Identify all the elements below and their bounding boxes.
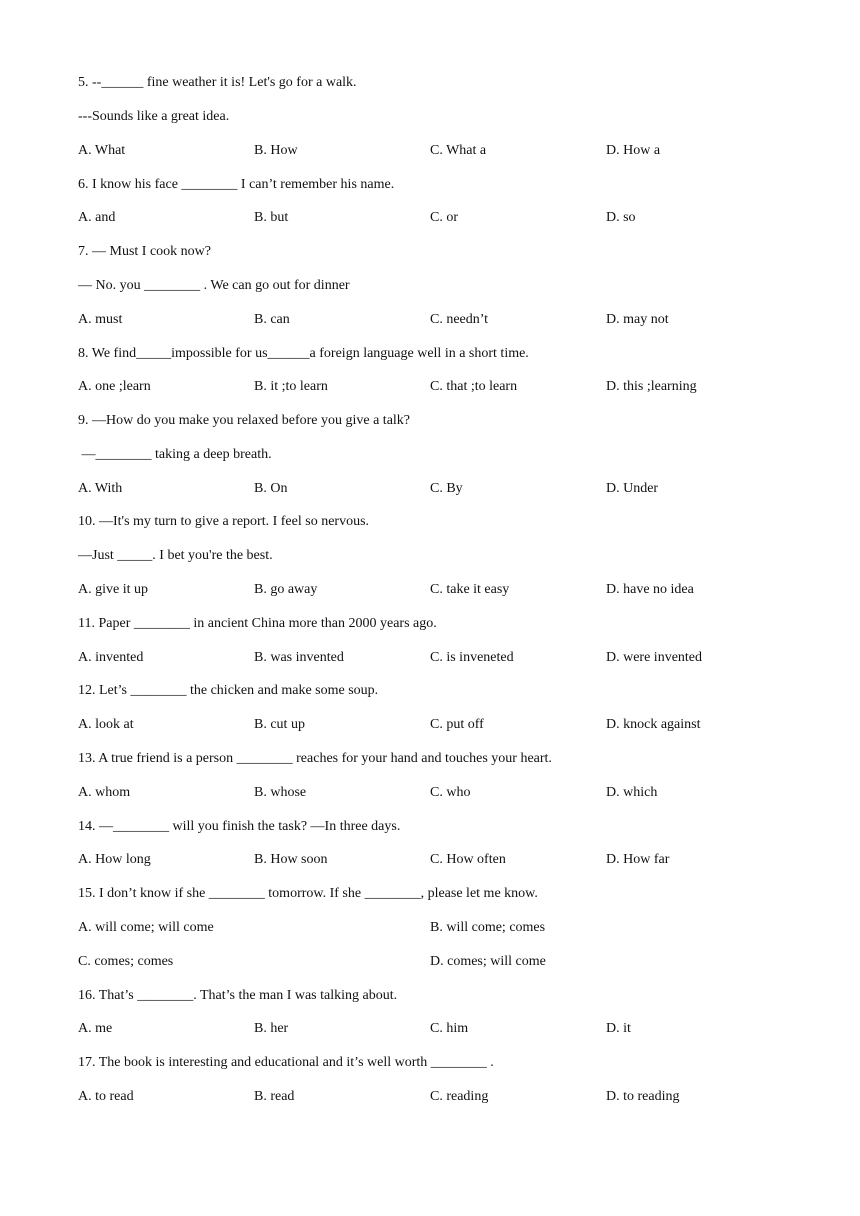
option-d: D. which <box>606 785 658 800</box>
option-c: C. How often <box>430 852 506 867</box>
option-c: C. him <box>430 1021 469 1036</box>
option-b: B. was invented <box>254 650 344 665</box>
option-a: A. must <box>78 312 123 327</box>
question-5-line-1: 5. --______ fine weather it is! Let's go for a walk. <box>78 75 357 90</box>
option-d: D. it <box>606 1021 631 1036</box>
option-b: B. her <box>254 1021 289 1036</box>
option-d: D. comes; will come <box>430 954 546 969</box>
option-a: A. invented <box>78 650 144 665</box>
question-10-options <box>78 580 778 600</box>
option-b: B. will come; comes <box>430 920 546 935</box>
question-12-options <box>78 715 778 735</box>
option-b: B. it ;to learn <box>254 379 328 394</box>
question-16-options <box>78 1019 778 1039</box>
option-a: A. one ;learn <box>78 379 151 394</box>
option-c: C. who <box>430 785 471 800</box>
question-13-options <box>78 783 778 803</box>
option-c: C. reading <box>430 1089 489 1104</box>
question-12-line-1: 12. Let’s ________ the chicken and make some soup. <box>78 683 379 698</box>
option-c: C. What a <box>430 143 487 158</box>
option-a: A. and <box>78 210 116 225</box>
option-d: D. so <box>606 210 636 225</box>
option-d: D. have no idea <box>606 582 694 597</box>
question-9-line-2: —________ taking a deep breath. <box>78 447 272 462</box>
question-17-line-1: 17. The book is interesting and educational and it’s well worth ________ . <box>78 1055 494 1070</box>
question-8-line-1: 8. We find_____impossible for us______a foreign language well in a short time. <box>78 346 529 361</box>
option-a: A. With <box>78 481 123 496</box>
option-b: B. but <box>254 210 289 225</box>
question-10-line-1: 10. —It's my turn to give a report. I feel so nervous. <box>78 514 370 529</box>
question-13-line-1: 13. A true friend is a person ________ reaches for your hand and touches your heart. <box>78 751 552 766</box>
question-16-line-1: 16. That’s ________. That’s the man I was talking about. <box>78 988 398 1003</box>
option-b: B. go away <box>254 582 318 597</box>
option-c: C. put off <box>430 717 484 732</box>
option-b: B. whose <box>254 785 307 800</box>
question-14-options <box>78 850 778 870</box>
option-a: A. give it up <box>78 582 148 597</box>
option-b: B. How <box>254 143 298 158</box>
option-d: D. to reading <box>606 1089 680 1104</box>
option-d: D. were invented <box>606 650 703 665</box>
option-b: B. read <box>254 1089 295 1104</box>
option-a: A. me <box>78 1021 113 1036</box>
option-d: D. knock against <box>606 717 701 732</box>
option-c: C. comes; comes <box>78 954 174 969</box>
question-9-line-1: 9. —How do you make you relaxed before you give a talk? <box>78 413 411 428</box>
question-14-line-1: 14. —________ will you finish the task? —In three days. <box>78 819 401 834</box>
question-7-line-1: 7. — Must I cook now? <box>78 244 211 259</box>
option-a: A. What <box>78 143 126 158</box>
question-11-line-1: 11. Paper ________ in ancient China more than 2000 years ago. <box>78 616 437 631</box>
option-d: D. Under <box>606 481 659 496</box>
question-6-line-1: 6. I know his face ________ I can’t remember his name. <box>78 177 395 192</box>
question-11-options <box>78 648 778 668</box>
question-17-options <box>78 1087 778 1107</box>
option-a: A. to read <box>78 1089 134 1104</box>
option-a: A. whom <box>78 785 131 800</box>
question-9-options <box>78 479 778 499</box>
option-c: C. By <box>430 481 463 496</box>
question-10-line-2: —Just _____. I bet you're the best. <box>78 548 273 563</box>
option-c: C. take it easy <box>430 582 510 597</box>
question-5-options <box>78 141 778 161</box>
question-5-line-2: ---Sounds like a great idea. <box>78 109 230 124</box>
option-b: B. cut up <box>254 717 305 732</box>
option-c: C. that ;to learn <box>430 379 518 394</box>
question-8-options <box>78 377 778 397</box>
question-15-line-1: 15. I don’t know if she ________ tomorrow. If she ________, please let me know. <box>78 886 538 901</box>
question-7-line-2: — No. you ________ . We can go out for dinner <box>78 278 350 293</box>
question-7-options <box>78 310 778 330</box>
option-b: B. How soon <box>254 852 328 867</box>
option-a: A. look at <box>78 717 134 732</box>
option-b: B. On <box>254 481 288 496</box>
option-d: D. How a <box>606 143 661 158</box>
option-d: D. this ;learning <box>606 379 697 394</box>
question-15-options-row-2 <box>78 952 778 972</box>
option-c: C. needn’t <box>430 312 489 327</box>
option-d: D. may not <box>606 312 669 327</box>
option-a: A. will come; will come <box>78 920 214 935</box>
option-d: D. How far <box>606 852 670 867</box>
question-15-options-row-1 <box>78 918 778 938</box>
option-c: C. or <box>430 210 458 225</box>
option-b: B. can <box>254 312 290 327</box>
question-6-options <box>78 208 778 228</box>
option-a: A. How long <box>78 852 151 867</box>
option-c: C. is inveneted <box>430 650 514 665</box>
